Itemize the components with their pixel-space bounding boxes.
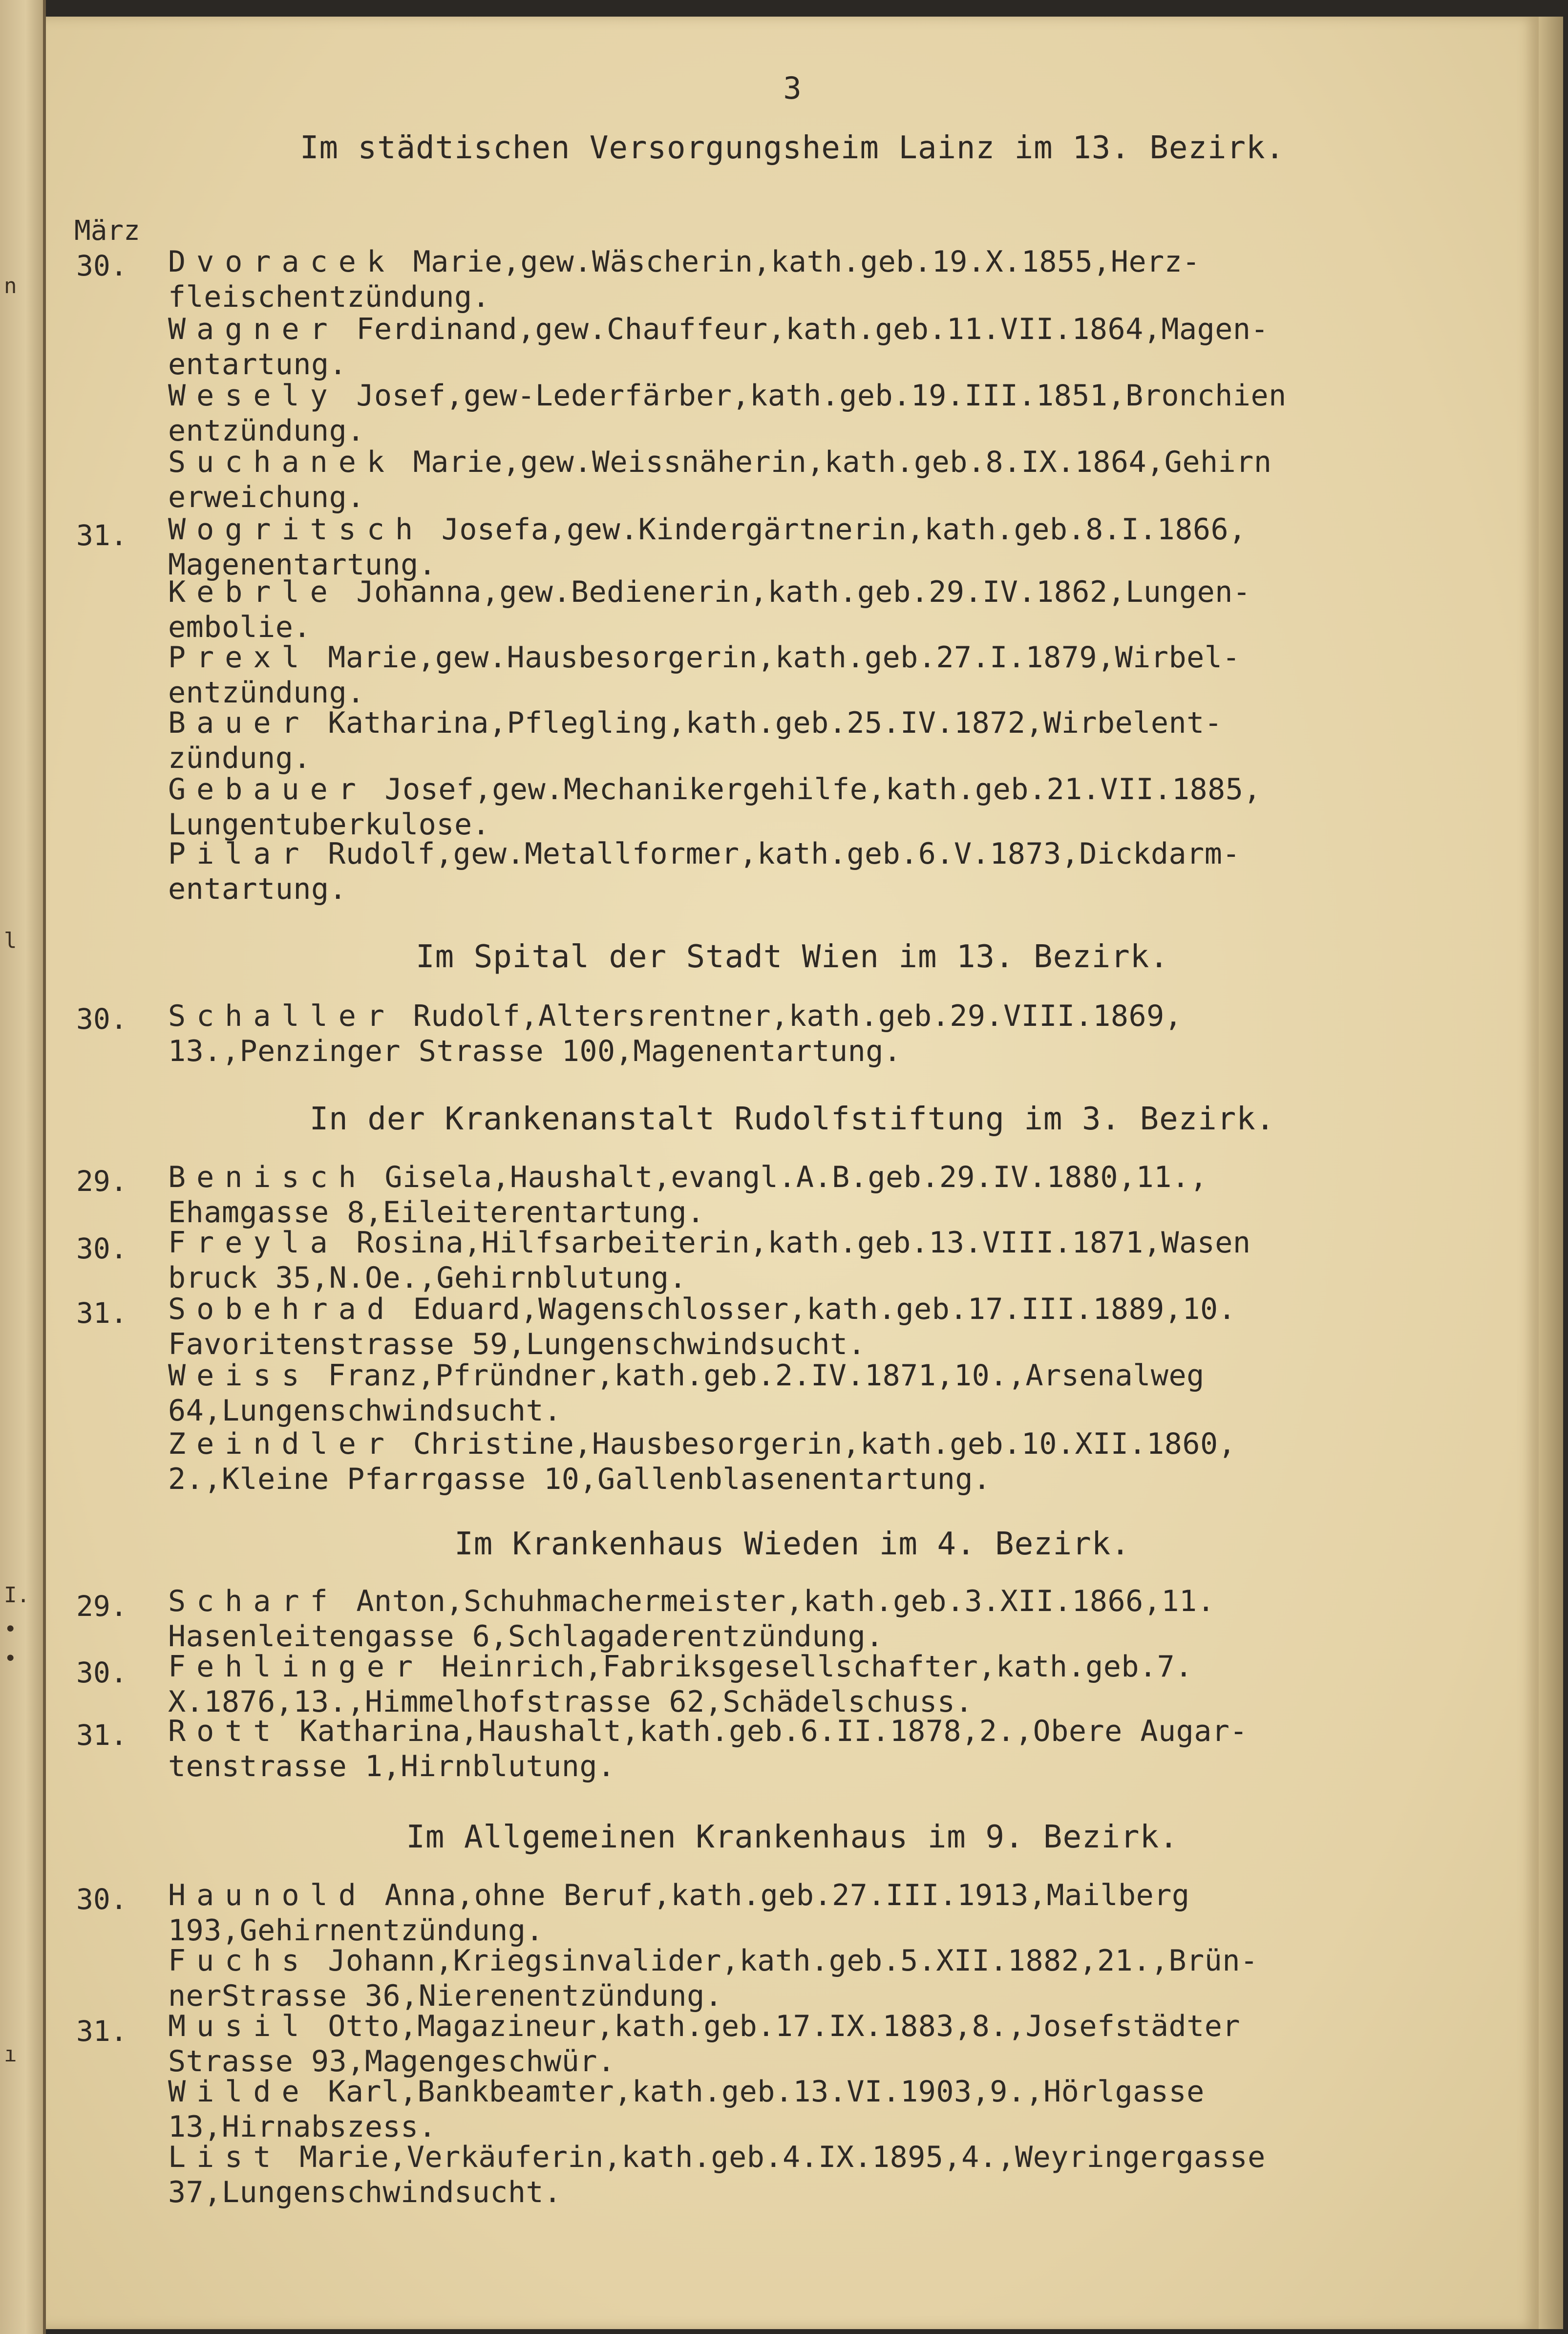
death-entry: Freyla Rosina,Hilfsarbeiterin,kath.geb.13.VIII.1871,Wasen bruck 35,N.Oe.,Gehirnblutung. <box>168 1226 1251 1295</box>
section-title: Im Spital der Stadt Wien im 13. Bezirk. <box>416 939 1169 975</box>
surname: Benisch <box>168 1160 367 1194</box>
surname: Freyla <box>168 1226 339 1260</box>
section-title: In der Krankenanstalt Rudolfstiftung im 3. Bezirk. <box>309 1101 1275 1137</box>
surname: Fehlinger <box>168 1650 424 1684</box>
date-label: 31. <box>76 2015 127 2048</box>
date-label: 31. <box>76 1296 127 1330</box>
margin-mark: • <box>4 1617 17 1642</box>
death-entry: Schaller Rudolf,Altersrentner,kath.geb.29.VIII.1869, 13.,Penzinger Strasse 100,Magenentartung. <box>168 999 1183 1068</box>
death-entry: Fehlinger Heinrich,Fabriksgesellschafter,kath.geb.7. X.1876,13.,Himmelhofstrasse 62,Schädelschuss. <box>168 1650 1193 1719</box>
death-entry: Haunold Anna,ohne Beruf,kath.geb.27.III.1913,Mailberg 193,Gehirnentzündung. <box>168 1878 1190 1948</box>
death-entry: Fuchs Johann,Kriegsinvalider,kath.geb.5.XII.1882,21.,Brün- nerStrasse 36,Nierenentzündung. <box>168 1944 1258 2013</box>
date-label: 31. <box>76 519 127 552</box>
surname: Sobehrad <box>168 1292 395 1326</box>
death-entry: Wogritsch Josefa,gew.Kindergärtnerin,kath.geb.8.I.1866, Magenentartung. <box>168 512 1247 582</box>
section-title: Im Allgemeinen Krankenhaus im 9. Bezirk. <box>406 1819 1179 1855</box>
surname: Musil <box>168 2009 310 2043</box>
date-label: 29. <box>76 1165 127 1198</box>
surname: Haunold <box>168 1878 367 1912</box>
surname: Zeindler <box>168 1427 395 1461</box>
surname: Schaller <box>168 999 395 1033</box>
surname: List <box>168 2140 282 2174</box>
date-label: 30. <box>76 1232 127 1265</box>
death-entry: Musil Otto,Magazineur,kath.geb.17.IX.1883,8.,Josefstädter Strasse 93,Magengeschwür. <box>168 2009 1241 2079</box>
section-title: Im städtischen Versorgungsheim Lainz im 13. Bezirk. <box>299 130 1285 166</box>
date-label: 30. <box>76 249 127 282</box>
document-page <box>46 17 1539 2329</box>
surname: Kebrle <box>168 575 339 609</box>
date-label: 31. <box>76 1719 127 1752</box>
death-entry: Pilar Rudolf,gew.Metallformer,kath.geb.6.V.1873,Dickdarm- entartung. <box>168 837 1241 906</box>
surname: Dvoracek <box>168 245 395 279</box>
surname: Fuchs <box>168 1944 310 1978</box>
section-title: Im Krankenhaus Wieden im 4. Bezirk. <box>454 1526 1130 1562</box>
surname: Scharf <box>168 1584 339 1618</box>
surname: Gebauer <box>168 772 367 806</box>
surname: Rott <box>168 1714 282 1748</box>
surname: Weiss <box>168 1358 310 1393</box>
month-label: März <box>74 215 140 247</box>
margin-mark: • <box>4 1646 17 1671</box>
death-entry: Prexl Marie,gew.Hausbesorgerin,kath.geb.27.I.1879,Wirbel- entzündung. <box>168 640 1241 710</box>
margin-mark: ı <box>4 2042 17 2067</box>
surname: Pilar <box>168 837 310 871</box>
death-entry: Wilde Karl,Bankbeamter,kath.geb.13.VI.1903,9.,Hörlgasse 13,Hirnabszess. <box>168 2075 1205 2144</box>
death-entry: Bauer Katharina,Pflegling,kath.geb.25.IV.1872,Wirbelent- zündung. <box>168 706 1223 775</box>
death-entry: Gebauer Josef,gew.Mechanikergehilfe,kath.geb.21.VII.1885, Lungentuberkulose. <box>168 772 1262 842</box>
surname: Suchanek <box>168 445 395 479</box>
date-label: 30. <box>76 1002 127 1036</box>
death-entry: Wesely Josef,gew-Lederfärber,kath.geb.19.III.1851,Bronchien entzündung. <box>168 379 1287 448</box>
death-entry: Weiss Franz,Pfründner,kath.geb.2.IV.1871,10.,Arsenalweg 64,Lungenschwindsucht. <box>168 1358 1205 1428</box>
death-entry: List Marie,Verkäuferin,kath.geb.4.IX.1895,4.,Weyringergasse 37,Lungenschwindsucht. <box>168 2140 1266 2209</box>
death-entry: Kebrle Johanna,gew.Bedienerin,kath.geb.29.IV.1862,Lungen- embolie. <box>168 575 1251 644</box>
margin-mark: l <box>4 928 17 953</box>
death-entry: Suchanek Marie,gew.Weissnäherin,kath.geb.8.IX.1864,Gehirn erweichung. <box>168 445 1272 514</box>
date-label: 30. <box>76 1883 127 1916</box>
margin-mark: I. <box>4 1583 30 1608</box>
death-entry: Dvoracek Marie,gew.Wäscherin,kath.geb.19.X.1855,Herz- fleischentzündung. <box>168 245 1201 314</box>
date-label: 29. <box>76 1590 127 1623</box>
death-entry: Zeindler Christine,Hausbesorgerin,kath.geb.10.XII.1860, 2.,Kleine Pfarrgasse 10,Gallenblasenentartung. <box>168 1427 1236 1496</box>
page-number: 3 <box>783 70 802 106</box>
death-entry: Sobehrad Eduard,Wagenschlosser,kath.geb.17.III.1889,10. Favoritenstrasse 59,Lungenschwindsucht. <box>168 1292 1236 1361</box>
surname: Wilde <box>168 2075 310 2109</box>
death-entry: Wagner Ferdinand,gew.Chauffeur,kath.geb.11.VII.1864,Magen- entartung. <box>168 312 1269 382</box>
death-entry: Rott Katharina,Haushalt,kath.geb.6.II.1878,2.,Obere Augar- tenstrasse 1,Hirnblutung. <box>168 1714 1248 1783</box>
death-entry: Benisch Gisela,Haushalt,evangl.A.B.geb.29.IV.1880,11., Ehamgasse 8,Eileiterentartung. <box>168 1160 1208 1230</box>
date-label: 30. <box>76 1656 127 1689</box>
surname: Wagner <box>168 312 339 346</box>
surname: Prexl <box>168 640 310 675</box>
page-edge-shadow <box>1539 17 1563 2329</box>
margin-mark: n <box>4 274 17 298</box>
surname: Wogritsch <box>168 512 424 547</box>
surname: Bauer <box>168 706 310 740</box>
surname: Wesely <box>168 379 339 413</box>
death-entry: Scharf Anton,Schuhmachermeister,kath.geb.3.XII.1866,11. Hasenleitengasse 6,Schlagaderentzündung. <box>168 1584 1215 1654</box>
adjacent-page-edge <box>0 0 46 2334</box>
